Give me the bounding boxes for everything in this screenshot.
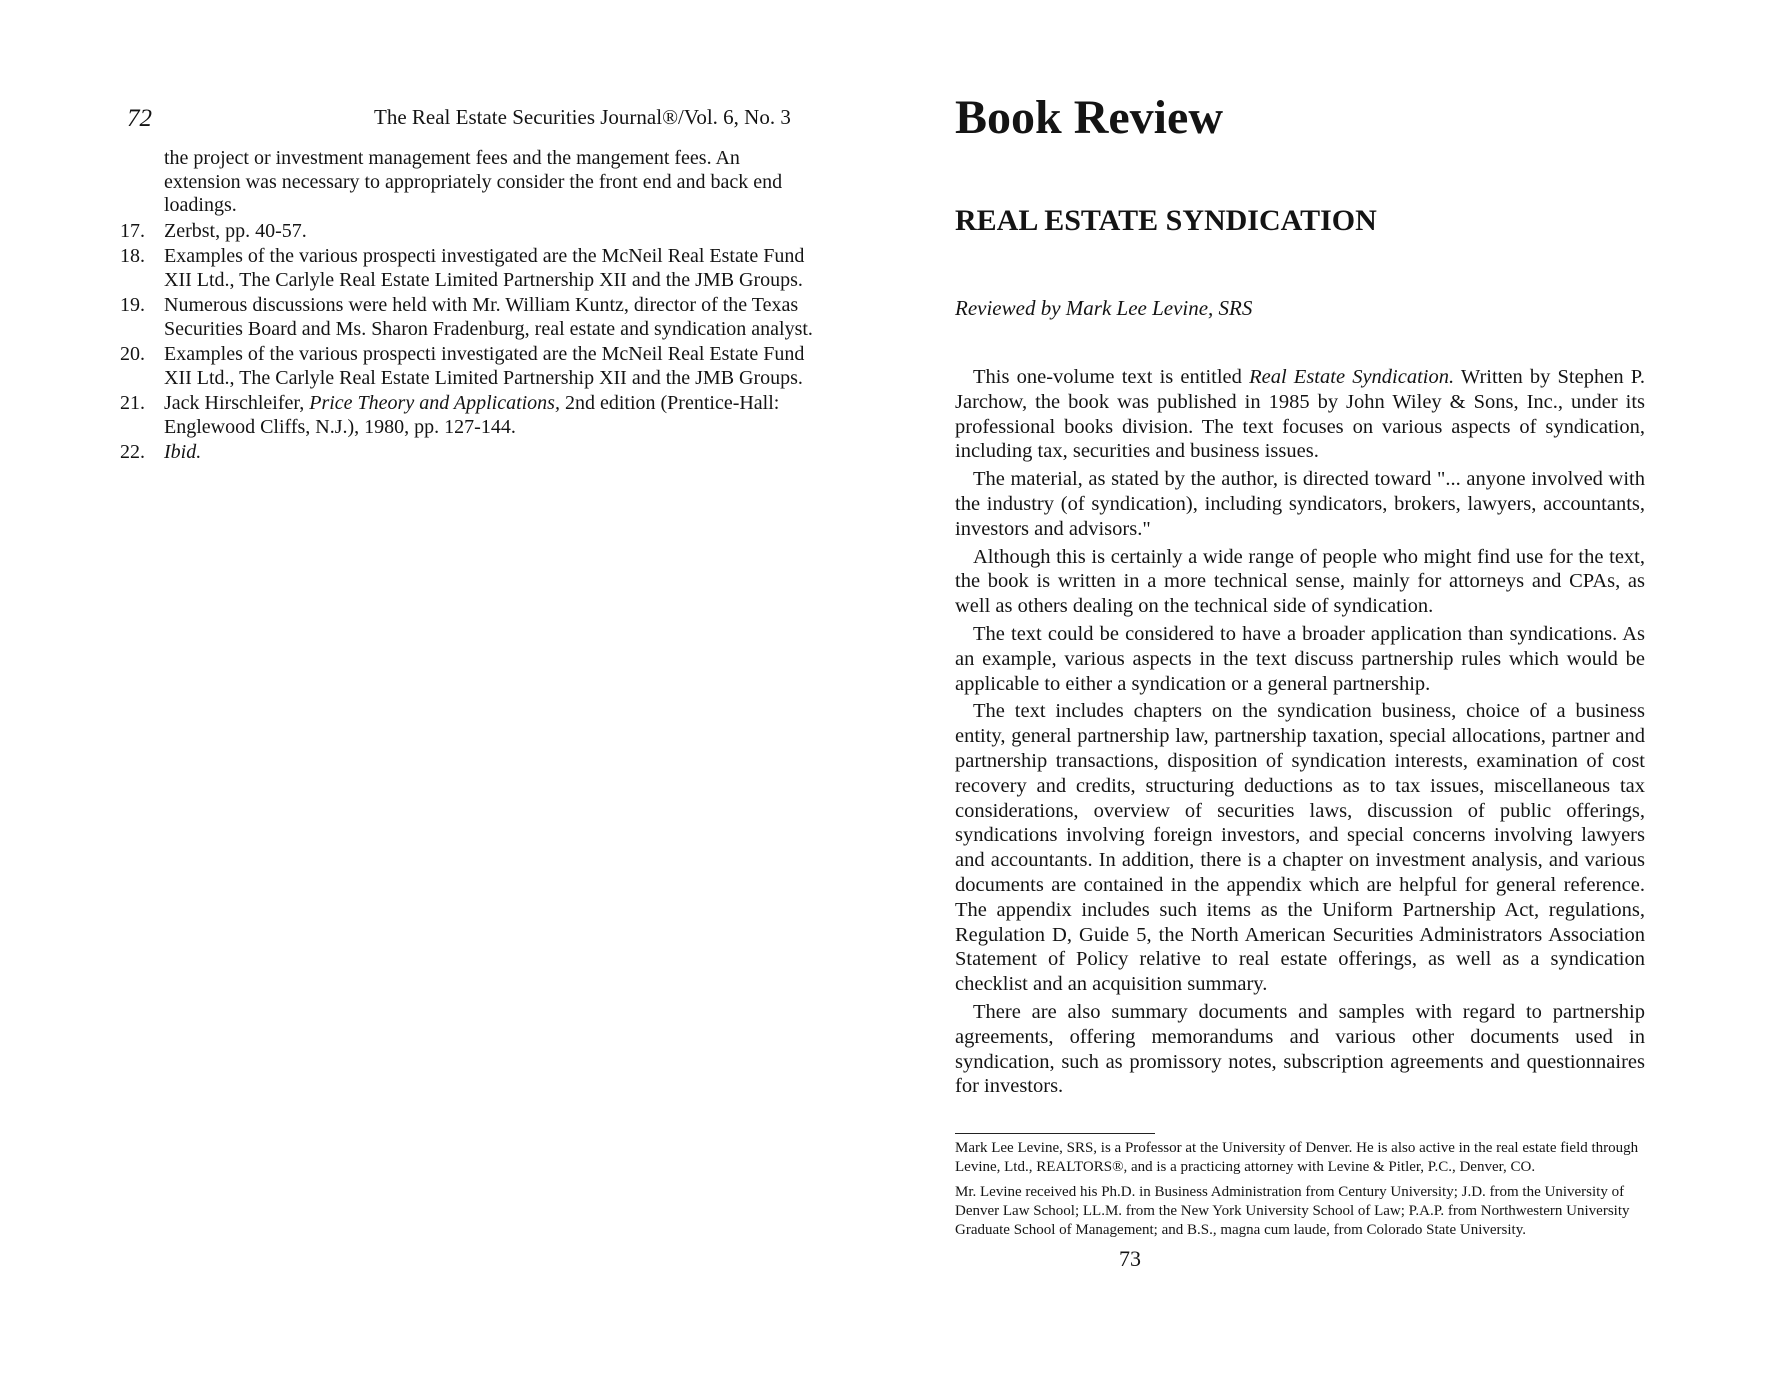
review-paragraph-6: There are also summary documents and samples with regard to partnership agreements, offering memorandums and various other documents used in syndication, such as promissory notes, subscription agreements and questionnaires for investors. bbox=[955, 1000, 1645, 1098]
endnote-ibid: Ibid. bbox=[164, 441, 202, 463]
endnote-19 bbox=[120, 294, 814, 341]
para-post: Written by Stephen P. Jarchow, the book was published in 1985 by John Wiley & Sons, Inc., under its professional books division. The text focuses on various aspects of syndication, including tax, securities and business issues. bbox=[955, 366, 1645, 463]
endnotes bbox=[120, 147, 820, 465]
endnote-text: Examples of the various prospecti investigated are the McNeil Real Estate Fund XII Ltd., The Carlyle Real Estate Limited Partnership XII and the JMB Groups. bbox=[164, 343, 805, 389]
reviewed-book-title: Real Estate Syndication. bbox=[1249, 366, 1455, 388]
book-title: REAL ESTATE SYNDICATION bbox=[955, 204, 1377, 237]
endnote-text: Zerbst, pp. 40-57. bbox=[164, 219, 307, 242]
endnote-number: 18. bbox=[120, 245, 145, 267]
author-footnotes bbox=[955, 1139, 1645, 1240]
endnote-22 bbox=[120, 441, 814, 465]
book-title-italic: Price Theory and Applications, bbox=[309, 392, 560, 414]
page-number-left: 72 bbox=[127, 105, 152, 132]
endnote-20 bbox=[120, 343, 814, 390]
para-pre: This one-volume text is entitled bbox=[973, 366, 1250, 388]
endnote-number: 19. bbox=[120, 294, 145, 316]
review-paragraph-1 bbox=[955, 365, 1645, 464]
endnote-number: 17. bbox=[120, 219, 145, 242]
right-page bbox=[955, 90, 1645, 1272]
reviewer-byline: Reviewed by Mark Lee Levine, SRS bbox=[955, 296, 1253, 320]
endnote-number: 22. bbox=[120, 441, 145, 463]
endnote-text: Examples of the various prospecti investigated are the McNeil Real Estate Fund XII Ltd., The Carlyle Real Estate Limited Partnership XII and the JMB Groups. bbox=[164, 245, 805, 291]
endnote-text-post: 2nd edition (Prentice-Hall: Englewood Cliffs, N.J.), 1980, pp. 127-144. bbox=[164, 392, 780, 438]
left-page bbox=[120, 95, 820, 467]
endnote-continued: the project or investment management fees and the mangement fees. An extension was necessary to appropriately consider the front end and back end loadings. bbox=[164, 147, 783, 216]
journal-header: The Real Estate Securities Journal®/Vol. 6, No. 3 bbox=[374, 105, 791, 129]
endnote-text-pre: Jack Hirschleifer, bbox=[164, 392, 310, 414]
review-paragraph-4: The text could be considered to have a broader application than syndications. As an example, various aspects in the text discuss partnership rules which would be applicable to either a syndication or a general partnership. bbox=[955, 622, 1645, 695]
endnote-text: Numerous discussions were held with Mr. William Kuntz, director of the Texas Securities Board and Ms. Sharon Fradenburg, real estate and syndication analyst. bbox=[164, 294, 813, 340]
endnote-17 bbox=[120, 220, 814, 244]
author-bio: Mark Lee Levine, SRS, is a Professor at the University of Denver. He is also active in the real estate field through Levine, Ltd., REALTORS®, and is a practicing attorney with Levine & Pitler, P.C., Denver, CO. bbox=[955, 1140, 1639, 1176]
author-education: Mr. Levine received his Ph.D. in Business Administration from Century University; J.D. from the University of Denver Law School; LL.M. from the New York University School of Law; P.A.P. from Northwestern University Graduate School of Management; and B.S., magna cum laude, from Colorado State University. bbox=[955, 1184, 1630, 1239]
review-paragraph-3: Although this is certainly a wide range of people who might find use for the text, the book is written in a more technical sense, mainly for attorneys and CPAs, as well as others dealing on the technical side of syndication. bbox=[955, 545, 1645, 618]
footnote-divider bbox=[955, 1133, 1155, 1134]
review-paragraph-2: The material, as stated by the author, is directed toward "... anyone involved with the industry (of syndication), including syndicators, brokers, lawyers, accountants, investors and advisors." bbox=[955, 468, 1645, 540]
endnote-number: 20. bbox=[120, 343, 145, 365]
endnote-21 bbox=[120, 392, 814, 439]
endnote-number: 21. bbox=[120, 392, 145, 414]
left-page-header bbox=[120, 95, 820, 135]
review-body bbox=[955, 365, 1645, 1099]
endnote-18 bbox=[120, 245, 814, 292]
review-paragraph-5: The text includes chapters on the syndication business, choice of a business entity, general partnership law, partnership taxation, special allocations, partner and partnership transactions, disposition of syndication interests, examination of cost recovery and credits, structuring deductions as to tax issues, miscellaneous tax considerations, overview of securities laws, discussion of public offerings, syndications involving foreign investors, and special concerns involving lawyers and accountants. In addition, there is a chapter on investment analysis, and various documents are contained in the appendix which are helpful for general reference. The appendix includes such items as the Uniform Partnership Act, regulations, Regulation D, Guide 5, the North American Securities Administrators Association Statement of Policy relative to real estate offerings, as well as a syndication checklist and an acquisition summary. bbox=[955, 700, 1645, 996]
page-number-right: 73 bbox=[1119, 1246, 1141, 1272]
section-heading: Book Review bbox=[955, 91, 1223, 144]
